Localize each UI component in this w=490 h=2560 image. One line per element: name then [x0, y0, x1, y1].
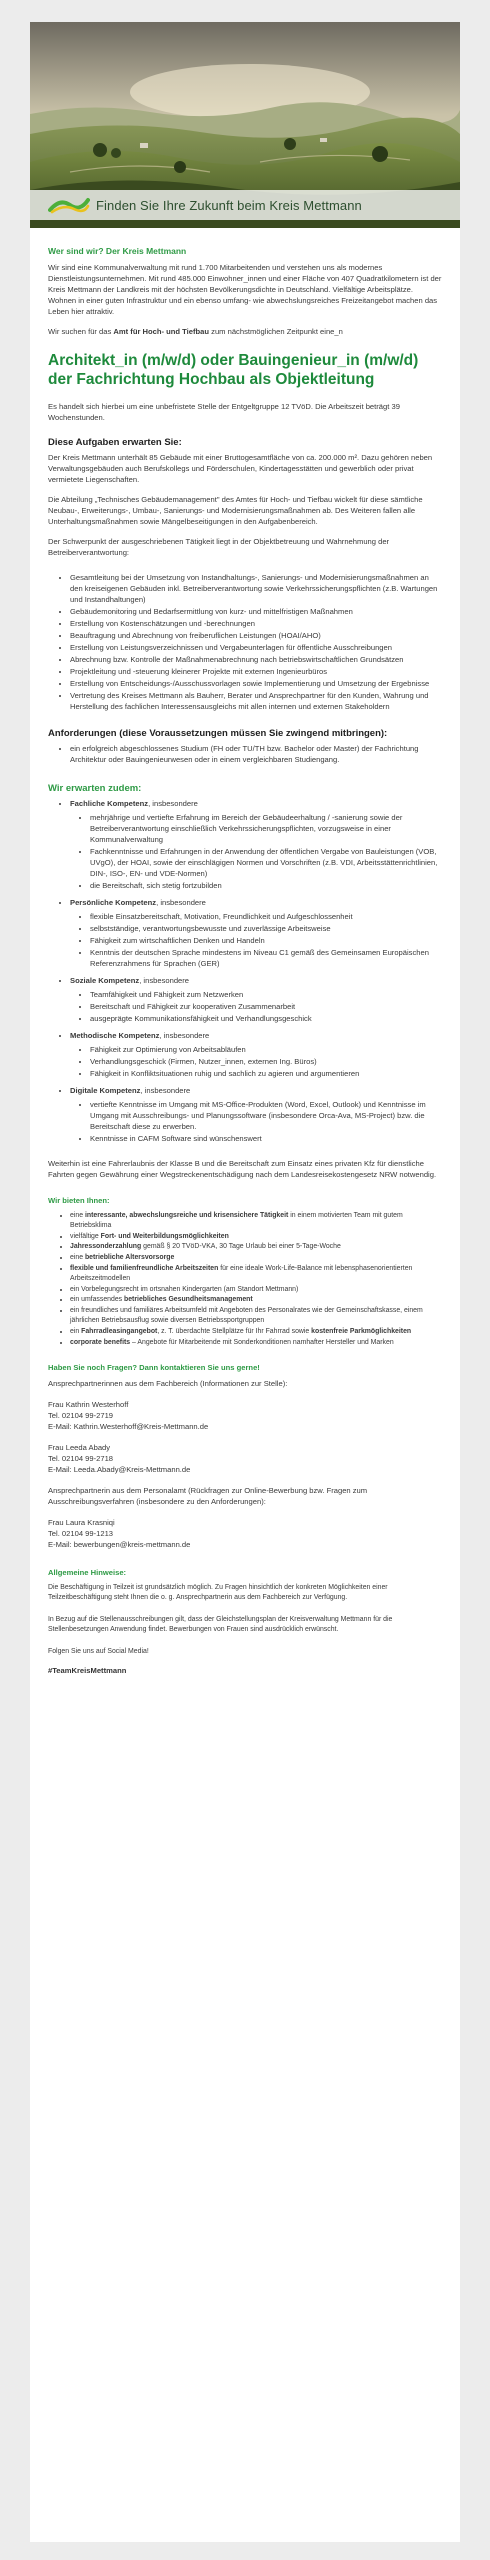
posting-content — [30, 228, 460, 1675]
job-terms: Es handelt sich hierbei um eine unbefristete Stelle der Entgeltgruppe 12 TVöD. Die Arbeitszeit beträgt 39 Wochenstunden. — [48, 402, 400, 422]
list-item: • die Bereitschaft, sich stetig fortzubilden — [90, 880, 442, 891]
hashtag[interactable]: #TeamKreisMettmann — [48, 1666, 127, 1676]
job-posting — [30, 22, 460, 2542]
list-item: • ein erfolgreich abgeschlossenes Studium (FH oder TU/TH bzw. Bachelor oder Master) der Fachrichtung Architektur oder Bauingenieurwesen oder in einem vergleichbaren Studiengang. — [70, 743, 442, 765]
contact-heading: Haben Sie noch Fragen? Dann kontaktieren Sie uns gerne! — [48, 1363, 260, 1373]
category-digital: • Digitale Kompetenz, insbesondere • vertiefte Kenntnisse im Umgang mit MS-Office-Produkten (Word, Excel, Outlook) und Kenntnisse im Umgang mit Ausschreibungs- und Planungssoftware (insbesondere Orca-Ava, MS-Project) bzw. die Bereitschaft diese zu erwerben. • Kenntnisse in CAFM Software sind wünschenswert — [70, 1085, 442, 1144]
list-item: • Fähigkeit zur Optimierung von Arbeitsabläufen — [90, 1044, 442, 1055]
list-item: • Teamfähigkeit und Fähigkeit zum Netzwerken — [90, 989, 442, 1000]
notes-heading: Allgemeine Hinweise: — [48, 1568, 127, 1578]
list-item: • corporate benefits – Angebote für Mitarbeitende mit Sonderkonditionen namhafter Hersteller und Marken — [70, 1338, 442, 1348]
contact-hr-intro: Ansprechpartnerin aus dem Personalamt (Rückfragen zur Online-Bewerbung bzw. Fragen zum Ausschreibungsverfahren (insbesondere zu den Anforderungen): — [48, 1486, 368, 1507]
tasks-p2: Die Abteilung „Technisches Gebäudemanagement" des Amtes für Hoch- und Tiefbau wickelt für diese sämtliche Neubau-, Erweiterungs-, Umbau-, Sanierungs- und Modernisierungsmaßnahmen ab. Des Weiteren fallen alle Unterhaltungsmaßnahmen sowie Mängelbeseitigungen in den Aufgabenbereich. — [48, 495, 423, 526]
contact-block — [48, 1378, 442, 1550]
list-item: • flexible und familienfreundliche Arbeitszeiten für eine ideale Work-Life-Balance mit lebensphasenorientierten Arbeitszeitmodellen — [70, 1264, 442, 1284]
offer-heading: Wir bieten Ihnen: — [48, 1196, 110, 1205]
contact-phone: Tel. 02104 99-2718 — [48, 1454, 114, 1464]
contact-name: Frau Leeda Abady — [48, 1443, 111, 1453]
list-item: • flexible Einsatzbereitschaft, Motivation, Freundlichkeit und Aufgeschlossenheit — [90, 911, 442, 922]
list-item: • vielfältige Fort- und Weiterbildungsmöglichkeiten — [70, 1232, 442, 1242]
list-item: • Erstellung von Leistungsverzeichnissen und Vergabeunterlagen für öffentliche Ausschreibungen — [70, 642, 442, 653]
category-persoenlich: • Persönliche Kompetenz, insbesondere • flexible Einsatzbereitschaft, Motivation, Freundlichkeit und Aufgeschlossenheit • selbstständige, verantwortungsbewusste und zuverlässige Arbeitsweise • Fähigkeit zum wirtschaftlichen Denken und Handeln • Kenntnis der deutschen Sprache mindestens im Niveau C1 gemäß des Gemeinsamen Europäischen Referenzrahmens für Sprachen (GER) — [70, 897, 442, 969]
contact-name: Frau Kathrin Westerhoff — [48, 1400, 129, 1410]
list-item: • Kenntnisse in CAFM Software sind wünschenswert — [90, 1133, 442, 1144]
list-item: • ein Vorbelegungsrecht im ortsnahen Kindergarten (am Standort Mettmann) — [70, 1285, 442, 1295]
kreis-mettmann-logo-icon — [48, 196, 90, 214]
list-item: • Bereitschaft und Fähigkeit zur kooperativen Zusammenarbeit — [90, 1001, 442, 1012]
list-item: • Kenntnis der deutschen Sprache mindestens im Niveau C1 gemäß des Gemeinsamen Europäischen Referenzrahmens für Sprachen (GER) — [90, 947, 442, 969]
list-item: • Gesamtleitung bei der Umsetzung von Instandhaltungs-, Sanierungs- und Modernisierungsmaßnahmen an den kreiseigenen Gebäuden inkl. Betreiberverantwortung sowie Verkehrssicherungspflichten (z.B. Wartungen und Instandhaltungen) — [70, 572, 442, 605]
expectations-heading: Wir erwarten zudem: — [48, 783, 142, 794]
list-item: • vertiefte Kenntnisse im Umgang mit MS-Office-Produkten (Word, Excel, Outlook) und Kenntnisse im Umgang mit Ausschreibungs- und Planungssoftware (insbesondere Orca-Ava, MS-Project) bzw. die Bereitschaft diese zu erwerben. — [90, 1099, 442, 1132]
list-item: • ein umfassendes betriebliches Gesundheitsmanagement — [70, 1295, 442, 1305]
tasks-list — [70, 572, 442, 712]
list-item: • Fähigkeit zum wirtschaftlichen Denken und Handeln — [90, 935, 442, 946]
list-item: • Fähigkeit in Konfliktsituationen ruhig und sachlich zu agieren und argumentieren — [90, 1068, 442, 1079]
intro-heading: Wer sind wir? Der Kreis Mettmann — [48, 246, 187, 256]
tasks-heading: Diese Aufgaben erwarten Sie: — [48, 437, 182, 448]
job-title: Architekt_in (m/w/d) oder Bauingenieur_in (m/w/d) der Fachrichtung Hochbau als Objektleitung — [48, 352, 419, 388]
list-item: • Erstellung von Kostenschätzungen und -berechnungen — [70, 618, 442, 629]
notes-p2: In Bezug auf die Stellenausschreibungen gilt, dass der Gleichstellungsplan der Kreisverwaltung Mettmann für die Stellenbesetzungen Anwendung findet. Bewerbungen von Frauen sind ausdrücklich erwünscht. — [48, 1616, 393, 1634]
offer-list — [70, 1211, 442, 1347]
list-item: • mehrjährige und vertiefte Erfahrung im Bereich der Gebäudeerhaltung / -sanierung sowie der Betreiberverantwortung einschließlich Verkehrssicherungspflichten, vorzugsweise in einer Kommunalverwaltung — [90, 812, 442, 845]
contact-email[interactable]: E-Mail: Leeda.Abady@Kreis-Mettmann.de — [48, 1465, 191, 1475]
list-item: • Jahressonderzahlung gemäß § 20 TVöD-VKA, 30 Tage Urlaub bei einer 5-Tage-Woche — [70, 1242, 442, 1252]
list-item: • Fachkenntnisse und Erfahrungen in der Anwendung der öffentlichen Vergabe von Bauleistungen (VOB, UVgO), der HOAI, sowie der einschlägigen Normen und Vorschriften (z.B. VDI, Arbeitsstättenrichtlinien, DIN-, ISO-, EN- und VDE-Normen) — [90, 846, 442, 879]
notes-p1: Die Beschäftigung in Teilzeit ist grundsätzlich möglich. Zu Fragen hinsichtlich der konkreten Möglichkeiten einer Teilzeitbeschäftigung steht Ihnen die o. g. Ansprechpartnerin aus dem Fachbereich zur Verfügung. — [48, 1584, 388, 1602]
list-item: • selbstständige, verantwortungsbewusste und zuverlässige Arbeitsweise — [90, 923, 442, 934]
list-item: • Projektleitung und -steuerung kleinerer Projekte mit externen Ingenieurbüros — [70, 666, 442, 677]
list-item: • eine interessante, abwechslungsreiche und krisensichere Tätigkeit in einem motivierten Team mit gutem Betriebsklima — [70, 1211, 442, 1231]
list-item: • eine betriebliche Altersvorsorge — [70, 1253, 442, 1263]
license-note: Weiterhin ist eine Fahrerlaubnis der Klasse B und die Bereitschaft zum Einsatz eines privaten Kfz für dienstliche Fahrten gegen Gewährung einer Wegstreckenentschädigung nach dem Landesreisekostengesetz NRW notwendig. — [48, 1159, 437, 1179]
contact-dept-intro: Ansprechpartnerinnen aus dem Fachbereich (Informationen zur Stelle): — [48, 1379, 288, 1389]
list-item: • Erstellung von Entscheidungs-/Ausschussvorlagen sowie Implementierung und Umsetzung der Ergebnisse — [70, 678, 442, 689]
tasks-p3: Der Schwerpunkt der ausgeschriebenen Tätigkeit liegt in der Objektbetreuung und Wahrnehmung der Betreiberverantwortung: — [48, 537, 390, 557]
intro-text: Wir sind eine Kommunalverwaltung mit rund 1.700 Mitarbeitenden und verstehen uns als modernes Dienstleistungsunternehmen. Mit rund 485.000 Einwohner_innen und einer Fläche von 407 Quadratkilometern ist der Kreis Mettmann der Landkreis mit der höchsten Bevölkerungsdichte in Deutschland. Vielfältige Arbeitsplätze. Wohnen in einer guten Infrastruktur und ein ebenso umfang- wie abwechslungsreiches Freizeitangebot machen das Leben hier attraktiv. — [48, 263, 442, 316]
hero-banner — [30, 22, 460, 228]
list-item: • Abrechnung bzw. Kontrolle der Maßnahmenabrechnung nach betriebswirtschaftlichen Grundsätzen — [70, 654, 442, 665]
list-item: • Verhandlungsgeschick (Firmen, Nutzer_innen, externen Ing. Büros) — [90, 1056, 442, 1067]
search-line: Wir suchen für das Amt für Hoch- und Tiefbau zum nächstmöglichen Zeitpunkt eine_n — [48, 327, 343, 336]
list-item: • Gebäudemonitoring und Bedarfsermittlung von kurz- und mittelfristigen Maßnahmen — [70, 606, 442, 617]
category-sozial: • Soziale Kompetenz, insbesondere • Teamfähigkeit und Fähigkeit zum Netzwerken • Bereitschaft und Fähigkeit zur kooperativen Zusammenarbeit • ausgeprägte Kommunikationsfähigkeit und Verhandlungsgeschick — [70, 975, 442, 1024]
list-item: • Vertretung des Kreises Mettmann als Bauherr, Berater und Ansprechpartner für den Kunden, Wahrung und Herstellung des fachlichen Interessensausgleichs mit allen internen und externen Stakeholdern — [70, 690, 442, 712]
list-item: • ausgeprägte Kommunikationsfähigkeit und Verhandlungsgeschick — [90, 1013, 442, 1024]
list-item: • ein Fahrradleasingangebot, z. T. überdachte Stellplätze für Ihr Fahrrad sowie kostenfreie Parkmöglichkeiten — [70, 1327, 442, 1337]
requirements-heading: Anforderungen (diese Voraussetzungen müssen Sie zwingend mitbringen): — [48, 728, 388, 739]
brand-bar — [30, 190, 460, 220]
category-methodisch: • Methodische Kompetenz, insbesondere • Fähigkeit zur Optimierung von Arbeitsabläufen • Verhandlungsgeschick (Firmen, Nutzer_innen, externen Ing. Büros) • Fähigkeit in Konfliktsituationen ruhig und sachlich zu agieren und argumentieren — [70, 1030, 442, 1079]
tasks-p1: Der Kreis Mettmann unterhält 85 Gebäude mit einer Bruttogesamtfläche von ca. 200.000 m². Dazu gehören neben Verwaltungsgebäuden auch Berufskollegs und Förderschulen, Kindertagesstätten und gewerblich oder privat vermietete Liegenschaften. — [48, 453, 433, 484]
contact-phone: Tel. 02104 99-2719 — [48, 1411, 114, 1421]
brand-slogan: Finden Sie Ihre Zukunft beim Kreis Mettmann — [96, 197, 362, 213]
contact-name: Frau Laura Krasniqi — [48, 1518, 115, 1528]
category-fachlich: • Fachliche Kompetenz, insbesondere • mehrjährige und vertiefte Erfahrung im Bereich der Gebäudeerhaltung / -sanierung sowie der Betreiberverantwortung einschließlich Verkehrssicherungspflichten, vorzugsweise in einer Kommunalverwaltung • Fachkenntnisse und Erfahrungen in der Anwendung der öffentlichen Vergabe von Bauleistungen (VOB, UVgO), der HOAI, sowie der einschlägigen Normen und Vorschriften (z.B. VDI, Arbeitsstättenrichtlinien, DIN-, ISO-, EN- und VDE-Normen) • die Bereitschaft, sich stetig fortzubilden — [70, 798, 442, 891]
social-line: Folgen Sie uns auf Social Media! — [48, 1648, 149, 1656]
contact-email[interactable]: E-Mail: Kathrin.Westerhoff@Kreis-Mettmann.de — [48, 1422, 209, 1432]
contact-phone: Tel. 02104 99-1213 — [48, 1529, 114, 1539]
list-item: • Beauftragung und Abrechnung von freiberuflichen Leistungen (HOAI/AHO) — [70, 630, 442, 641]
contact-email[interactable]: E-Mail: bewerbungen@kreis-mettmann.de — [48, 1540, 191, 1550]
expectations-list — [70, 798, 442, 1144]
requirements-list — [70, 743, 442, 765]
list-item: • ein freundliches und familiäres Arbeitsumfeld mit Angeboten des Personalrates wie der Gemeinschaftskasse, einem jährlichen Betriebsausflug sowie diversen Betriebssportgruppen — [70, 1306, 442, 1326]
